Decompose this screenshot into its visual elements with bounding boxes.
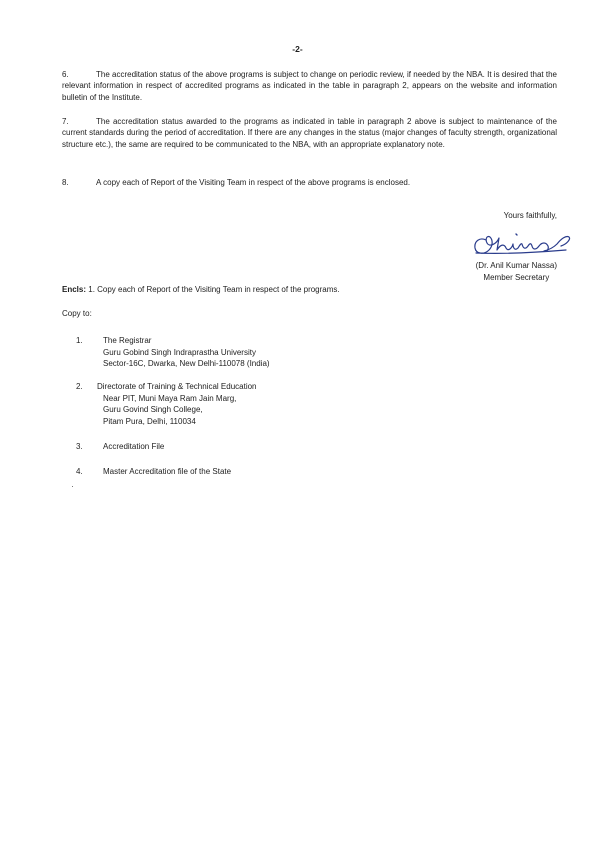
address-line: Near PIT, Muni Maya Ram Jain Marg,: [103, 393, 237, 403]
paragraph-8: [62, 177, 557, 188]
signatory-title: Member Secretary: [483, 272, 550, 282]
paragraph-text: A copy each of Report of the Visiting Team in respect of the above programs is enclosed.: [96, 178, 411, 187]
copy-to-label: Copy to:: [62, 309, 92, 318]
address-block: [103, 466, 231, 478]
address-line: Accreditation File: [103, 442, 165, 451]
address-line: The Registrar: [103, 336, 152, 345]
copy-to-number: 2.: [76, 382, 83, 391]
address-block: [103, 335, 270, 370]
address-line: Guru Govind Singh College,: [103, 405, 203, 414]
address-line: Pitam Pura, Delhi, 110034: [103, 416, 196, 426]
address-block: [103, 441, 164, 453]
copy-to-number: 4.: [76, 467, 83, 476]
address-line: Sector-16C, Dwarka, New Delhi-110078 (India): [103, 359, 270, 368]
address-line: Master Accreditation file of the State: [103, 467, 232, 476]
signatory-block: [476, 260, 557, 283]
address-line: Directorate of Training & Technical Education: [97, 382, 257, 391]
enclosure-label: Encls:: [62, 285, 87, 294]
copy-to-number: 1.: [76, 336, 83, 345]
enclosure-text: 1. Copy each of Report of the Visiting Team in respect of the programs.: [86, 285, 340, 294]
signatory-name: (Dr. Anil Kumar Nassa): [475, 261, 557, 270]
paragraph-number: 6.: [62, 70, 69, 79]
address-block: [97, 381, 257, 427]
paragraph-text: The accreditation status awarded to the programs as indicated in table in paragraph 2 above is subject to maintenance of the current standards during the period of accreditation. If there are any changes in the status (major changes of faculty strength, organizational structure etc.), the same are required to be communicated to the NBA, with an appropriate explanatory note.: [62, 117, 557, 149]
paragraph-6: [62, 69, 557, 103]
copy-to-number: 3.: [76, 442, 83, 451]
closing-salutation: Yours faithfully,: [503, 211, 557, 220]
address-line: Guru Gobind Singh Indraprastha University: [103, 347, 256, 357]
page-number: -2-: [292, 44, 303, 54]
scan-speck: [72, 486, 73, 487]
paragraph-text: The accreditation status of the above programs is subject to change on periodic review, if needed by the NBA. It is desired that the relevant information in respect of accredited programs as indicated in the table in paragraph 2, appears on the website and information bulletin of the Institute.: [62, 70, 557, 102]
enclosure-line: [62, 285, 340, 294]
handwritten-signature: [470, 226, 575, 262]
paragraph-number: 7.: [62, 117, 69, 126]
paragraph-number: 8.: [62, 178, 69, 187]
paragraph-7: [62, 116, 557, 150]
